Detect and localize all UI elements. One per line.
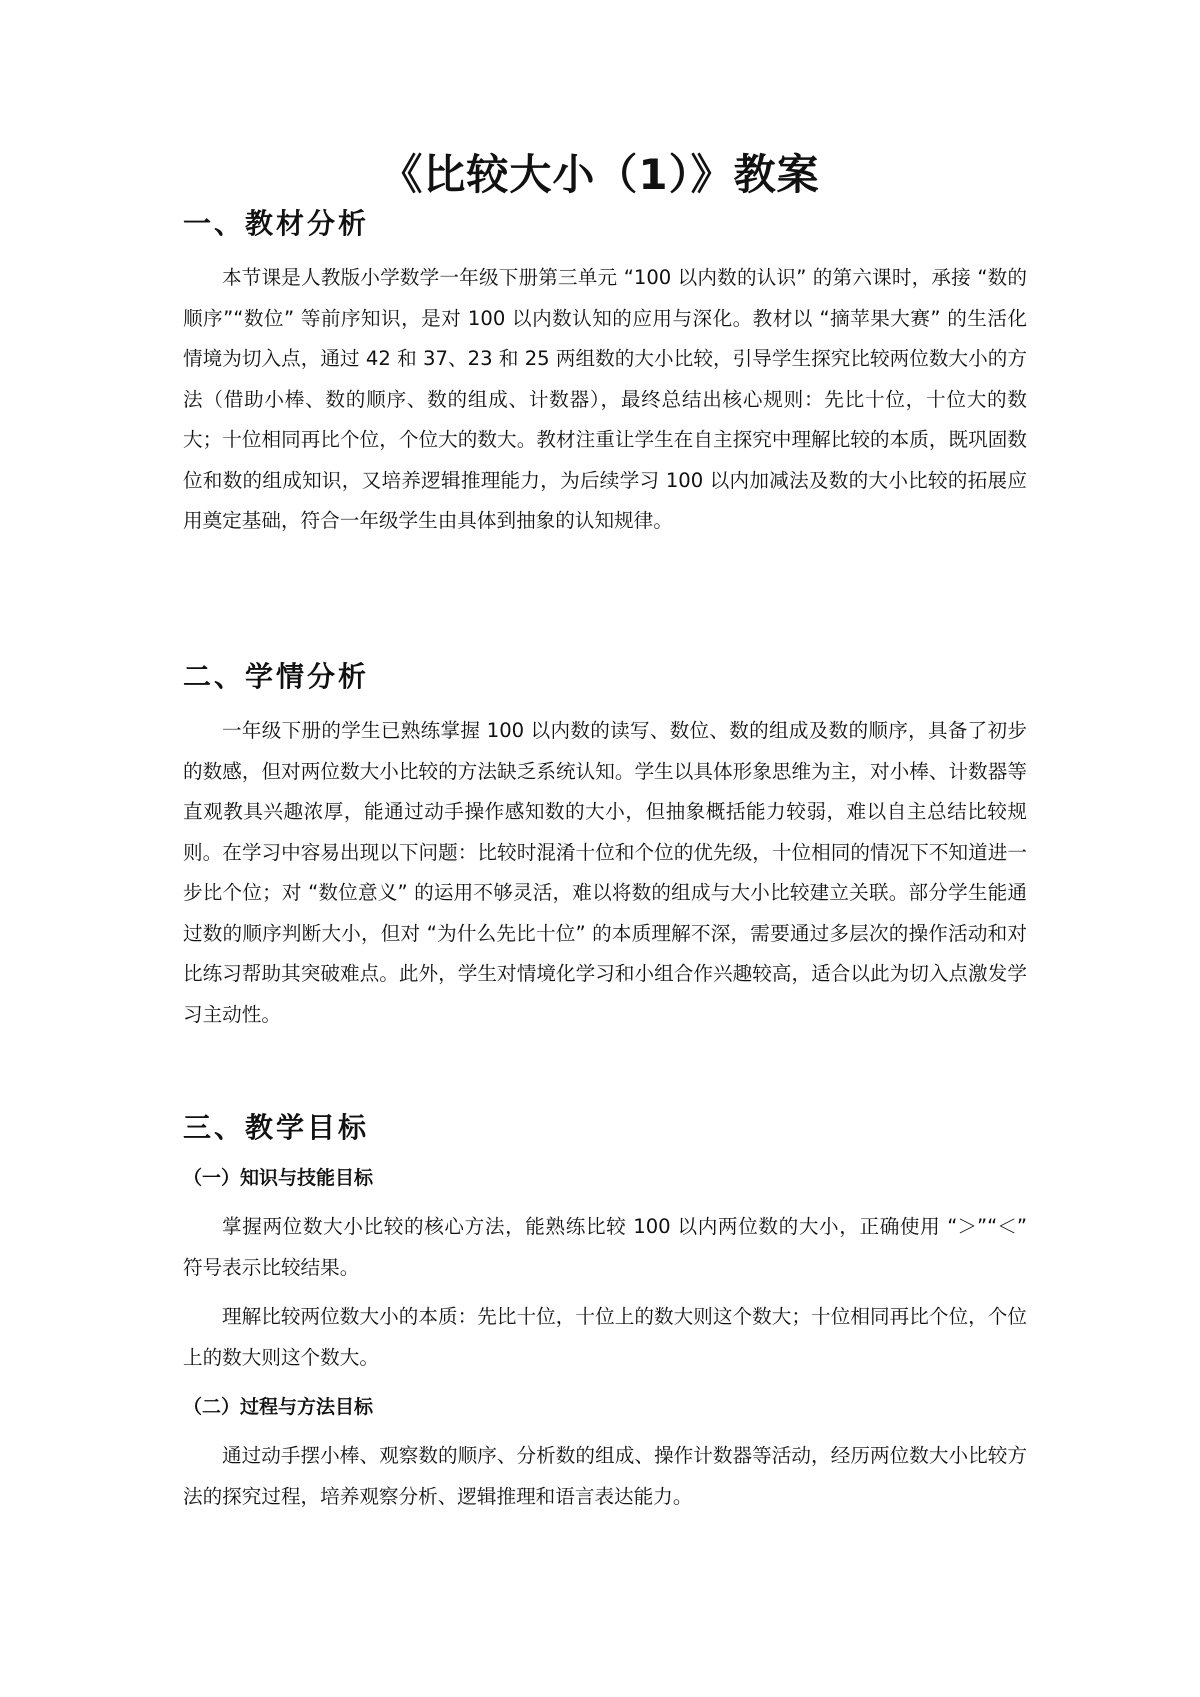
paragraph-process-methods: 通过动手摆小棒、观察数的顺序、分析数的组成、操作计数器等活动，经历两位数大小比较方法的探究过程，培养观察分析、逻辑推理和语言表达能力。 bbox=[183, 1444, 1027, 1508]
paragraph-knowledge-skills-2: 理解比较两位数大小的本质：先比十位，十位上的数大则这个数大；十位相同再比个位，个位上的数大则这个数大。 bbox=[183, 1305, 1027, 1369]
section-heading-teaching-objectives: 三、教学目标 bbox=[183, 1111, 370, 1144]
section-heading-textbook-analysis: 一、教材分析 bbox=[183, 207, 370, 240]
paragraph-student-analysis: 一年级下册的学生已熟练掌握 100 以内数的读写、数位、数的组成及数的顺序，具备了初步的数感，但对两位数大小比较的方法缺乏系统认知。学生以具体形象思维为主，对小棒、计数器等直观教具兴趣浓厚，能通过动手操作感知数的大小，但抽象概括能力较弱，难以自主总结比较规则。在学习中容易出现以下问题：比较时混淆十位和个位的优先级，十位相同的情况下不知道进一步比个位；对 “数位意义” 的运用不够灵活，难以将数的组成与大小比较建立关联。部分学生能通过数的顺序判断大小，但对 “为什么先比十位” 的本质理解不深，需要通过多层次的操作活动和对比练习帮助其突破难点。此外，学生对情境化学习和小组合作兴趣较高，适合以此为切入点激发学习主动性。 bbox=[183, 719, 1027, 1026]
subsection-heading-knowledge-skills: （一）知识与技能目标 bbox=[183, 1167, 374, 1189]
paragraph-textbook-analysis: 本节课是人教版小学数学一年级下册第三单元 “100 以内数的认识” 的第六课时，承接 “数的顺序”“数位” 等前序知识，是对 100 以内数认知的应用与深化。教材以 “摘苹果大赛” 的生活化情境为切入点，通过 42 和 37、23 和 25 两组数的大小比较，引导学生探究比较两位数大小的方法（借助小棒、数的顺序、数的组成、计数器），最终总结出核心规则：先比十位，十位大的数大；十位相同再比个位，个位大的数大。教材注重让学生在自主探究中理解比较的本质，既巩固数位和数的组成知识，又培养逻辑推理能力，为后续学习 100 以内加减法及数的大小比较的拓展应用奠定基础，符合一年级学生由具体到抽象的认知规律。 bbox=[183, 266, 1027, 532]
document-title: 《比较大小（1）》教案 bbox=[380, 150, 820, 199]
section-heading-student-analysis: 二、学情分析 bbox=[183, 660, 370, 693]
paragraph-knowledge-skills-1: 掌握两位数大小比较的核心方法，能熟练比较 100 以内两位数的大小，正确使用 “＞”“＜” 符号表示比较结果。 bbox=[183, 1215, 1027, 1279]
subsection-heading-process-methods: （二）过程与方法目标 bbox=[183, 1396, 374, 1418]
